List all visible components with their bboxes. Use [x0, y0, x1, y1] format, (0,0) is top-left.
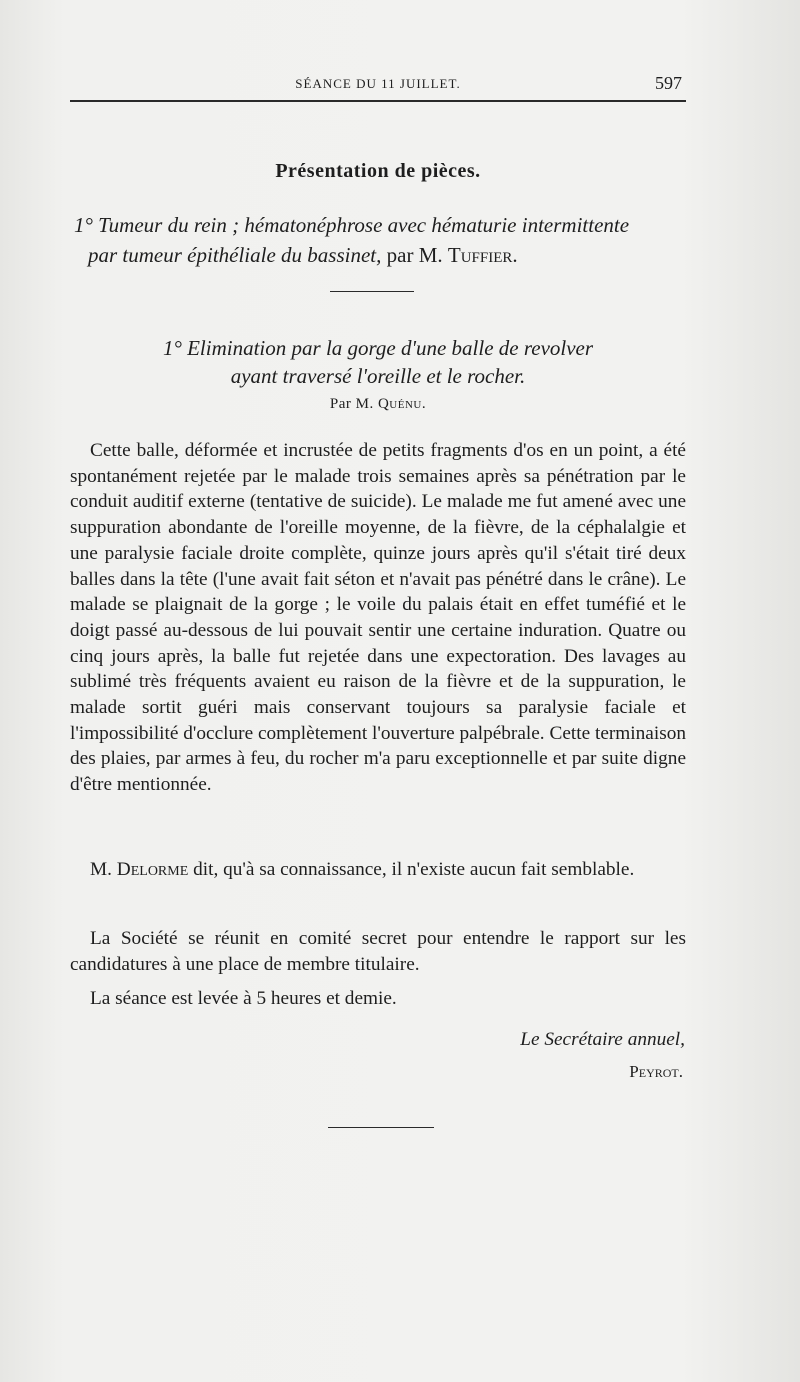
item2-title-line2: ayant traversé l'oreille et le rocher. [230, 364, 526, 388]
page-number: 597 [655, 73, 682, 93]
presentation-item-2 [70, 334, 686, 390]
paragraph-secret-committee: La Société se réunit en comité secret pour entendre le rapport sur les candidatures à une place de membre titulaire. [70, 928, 686, 975]
item2-author: Quénu. [377, 396, 427, 412]
presentation-item-1 [74, 210, 686, 270]
paragraph-case-report: Cette balle, déformée et incrustée de petits fragments d'os en un point, a été spontanément rejetée par le malade trois semaines après sa pénétration par le conduit auditif externe (tentative de suicide). Le malade me fut amené avec une suppuration abondante de l'oreille moyenne, de la fièvre, de la céphalalgie et une paralysie faciale droite complète, quinze jours après qu'il s'était tiré deux balles dans la tête (l'une avait fait séton et n'avait pas pénétré dans le crâne). Le malade se plaignait de la gorge ; le voile du palais était en effet tuméfié et le doigt passé au-dessous de lui pouvait sentir une certaine induration. Quatre ou cinq jours après, la balle fut rejetée dans une expectoration. Des lavages au sublimé très fréquents avaient eu raison de la fièvre et de la suppuration, le malade sortit guéri mais conservant toujours sa paralysie faciale et l'impossibilité d'occlure complètement l'ouverture palpébrale. Cette terminaison des plaies, par armes à feu, du rocher m'a paru exceptionnelle et par suite digne d'être mentionnée. [70, 440, 686, 796]
item1-author: Tuffier. [447, 243, 518, 267]
signature-name: Peyrot. [629, 1062, 683, 1081]
signature-block [520, 1024, 685, 1088]
item2-by: Par M. [329, 396, 378, 412]
closing-rule [328, 1127, 434, 1128]
page-header [70, 73, 686, 102]
item1-by: par M. [381, 243, 448, 267]
section-title: Présentation de pièces. [275, 160, 481, 182]
paragraph-adjournment: La séance est levée à 5 heures et demie. [90, 988, 397, 1009]
separator-rule [330, 291, 414, 292]
p2-name: Delorme [116, 859, 189, 880]
item1-title-line2 [74, 240, 686, 270]
signature-title: Le Secrétaire annuel, [520, 1029, 685, 1050]
p2-rest: dit, qu'à sa connaissance, il n'existe aucun fait semblable. [188, 859, 635, 880]
paragraph-delorme [70, 857, 686, 883]
item1-title-line1: 1° Tumeur du rein ; hématonéphrose avec hématurie intermittente [74, 213, 630, 237]
running-head: SÉANCE DU 11 JUILLET. [295, 76, 461, 91]
p2-prefix: M. [90, 859, 117, 880]
item2-title-line1: 1° Elimination par la gorge d'une balle de revolver [162, 336, 594, 360]
item1-title-line2-text: par tumeur épithéliale du bassinet, [88, 243, 382, 267]
item2-author-line [70, 396, 686, 413]
